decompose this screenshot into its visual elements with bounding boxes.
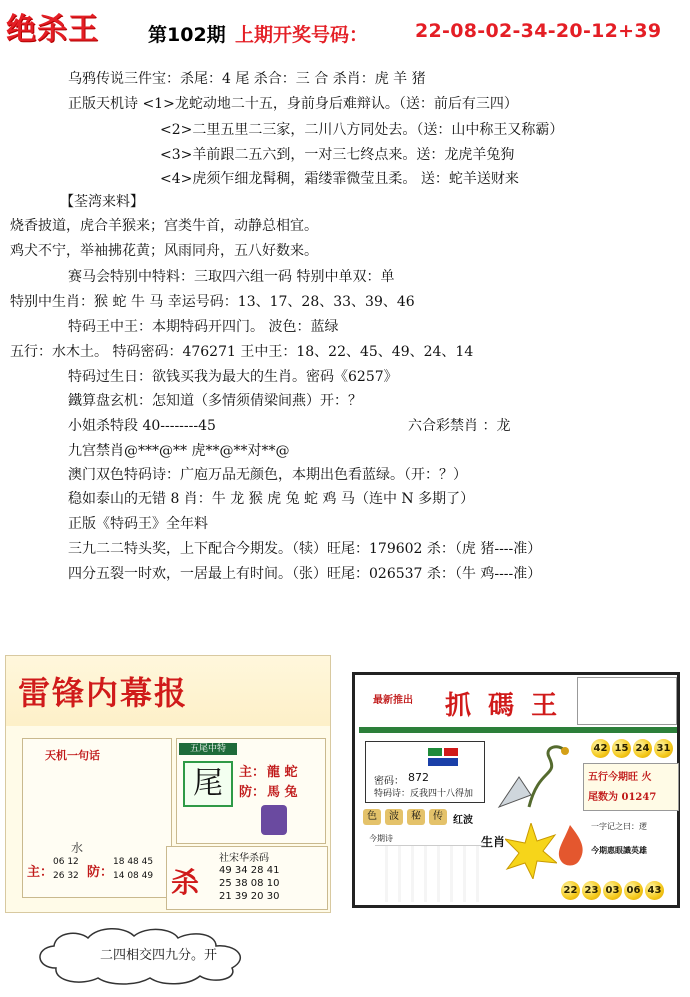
fang-label: 防： (239, 785, 266, 800)
tianji-heading: 天机一句话 (45, 749, 100, 762)
text-line-1: 乌鸦传说三件宝：杀尾：4 尾 杀合：三 合 杀肖：虎 羊 猪 (68, 71, 426, 87)
text-line-20: 正版《特码王》全年料 (68, 516, 208, 532)
issue-number: 第102期 (148, 24, 226, 46)
last-draw-numbers: 22-08-02-34-20-12+39 (415, 20, 662, 42)
text-line-16: 六合彩禁肖 ：龙 (408, 418, 511, 434)
mima-value: 872 (408, 771, 429, 784)
ball-bottom-4: 06 (624, 881, 643, 900)
text-line-14: 鐵算盘玄机：怎知道（多情须倩梁间燕）开：？ (68, 393, 362, 409)
yizi-label: 一字记之曰：逻 (591, 822, 647, 831)
last-draw-label: 上期开奖号码： (235, 24, 369, 46)
poem-columns (375, 845, 485, 902)
text-line-13: 特码过生日：欲钱买我为最大的生肖。密码《6257》 (68, 369, 398, 385)
text-line-3: <2>二里五里二三家，二川八方同处去。（送：山中称王又称霸） (160, 122, 564, 138)
dragon-illustration (489, 737, 577, 817)
ball-bottom-1: 22 (561, 881, 580, 900)
flame-icon (553, 825, 587, 867)
color-tag-2: 波 (385, 809, 403, 825)
ball-bottom-5: 43 (645, 881, 664, 900)
ball-top-1: 42 (591, 739, 610, 758)
stamp-icon (261, 805, 287, 835)
logo-block-green (428, 748, 442, 756)
ball-top-3: 24 (633, 739, 652, 758)
big-wei-char: 尾 (183, 761, 233, 807)
text-line-18: 澳门双色特码诗：广庖万品无颜色，本期出色看蓝绿。（开：？） (68, 467, 467, 483)
num-row-4: 14 08 49 (113, 871, 154, 881)
cloud-text: 二四相交四九分。开 (100, 948, 218, 963)
zhu-label-2: 主： (27, 865, 54, 880)
text-line-10: 特别中生肖：猴 蛇 牛 马 幸运号码：13、17、28、33、39、46 (10, 294, 415, 310)
blank-box (577, 677, 677, 725)
sha-row-2: 25 38 08 10 (219, 878, 280, 889)
fang-label-2: 防： (87, 865, 114, 880)
text-line-6: 【荃湾来料】 (60, 194, 144, 210)
sha-row-3: 21 39 20 30 (219, 891, 280, 902)
text-line-19: 稳如泰山的无错 8 肖：牛 龙 猴 虎 兔 蛇 鸡 马（连中 N 多期了） (68, 491, 475, 507)
ball-bottom-3: 03 (603, 881, 622, 900)
num-row-3: 18 48 45 (113, 857, 154, 867)
newspaper-title: 雷锋内幕报 (18, 674, 189, 712)
color-tag-1: 色 (363, 809, 381, 825)
ball-bottom-2: 23 (582, 881, 601, 900)
sha-char: 杀 (171, 866, 200, 899)
text-line-4: <3>羊前跟二五六到，一对三七终点来。送：龙虎羊兔狗 (160, 147, 515, 163)
color-tag-4: 传 (429, 809, 447, 825)
text-line-8: 鸡犬不宁，举袖拂花黄；风雨同舟，五八好数来。 (10, 243, 318, 259)
text-line-21: 三九二二特头奖，上下配合今期发。（犊）旺尾：179602 杀：（虎 猪----准） (68, 541, 542, 557)
fang-value: 馬 兔 (267, 785, 298, 800)
special-poem: 特码诗：反我四十八得加 (374, 789, 474, 799)
ball-top-2: 15 (612, 739, 631, 758)
zhu-label: 主： (239, 765, 266, 780)
text-line-7: 烧香披道，虎合羊猴来；宫类牛首，动静总相宜。 (10, 218, 318, 234)
sha-card (166, 846, 328, 910)
text-line-15: 小姐杀特段 40--------45 (68, 418, 216, 434)
logo-block-blue (428, 758, 458, 766)
text-line-9: 赛马会特别中特料：三取四六组一码 特别中单双：单 (68, 269, 395, 285)
poem-label: 今期诗 (369, 834, 393, 843)
starburst-icon (505, 823, 557, 879)
shengxiao-label: 生肖 (481, 835, 506, 849)
num-row-2: 26 32 (53, 871, 79, 881)
text-line-5: <4>虎须乍细龙髯稠，霜缕霏微莹且柔。 送：蛇羊送财来 (160, 171, 519, 187)
tianji-paper (22, 738, 172, 898)
mima-label: 密码： (374, 776, 404, 787)
wuxing-box (583, 763, 679, 811)
weishu-text: 尾数为 01247 (588, 792, 657, 803)
zhuama-title: 抓 碼 王 (445, 691, 562, 721)
text-line-11: 特码王中王：本期特码开四门。 波色：蓝绿 (68, 319, 339, 335)
zhuamawang-image (352, 672, 680, 908)
sha-card-title: 社宋华杀码 (219, 853, 269, 864)
new-label: 最新推出 (373, 695, 413, 706)
color-tag-3: 秘 (407, 809, 425, 825)
jingnang-text: 今期惠眼識英雄 (591, 845, 647, 855)
mima-box (365, 741, 485, 803)
text-line-2: 正版天机诗 <1>龙蛇动地二十五，身前身后难辩认。（送：前后有三四） (68, 96, 518, 112)
wuxing-text: 五行今期旺 火 (588, 772, 652, 783)
text-line-12: 五行：水木土。 特码密码：476271 王中王：18、22、45、49、24、14 (10, 344, 474, 360)
box-label: 五尾中特 (179, 743, 237, 755)
logo-title: 绝杀王 (6, 12, 99, 47)
logo-block-red (444, 748, 458, 756)
hong-lv: 红波 (453, 815, 473, 826)
sha-row-1: 49 34 28 41 (219, 865, 280, 876)
num-row-1: 06 12 (53, 857, 79, 867)
wuwei-paper (176, 738, 326, 844)
text-line-22: 四分五裂一时欢，一居最上有时间。（张）旺尾：026537 杀：（牛 鸡----准） (68, 566, 542, 582)
shui-label: 水 (71, 841, 84, 855)
leifeng-newspaper-image (5, 655, 331, 913)
green-divider (359, 727, 677, 733)
text-line-17: 九宫禁肖@***@** 虎**@**对**@ (68, 443, 290, 459)
ball-top-4: 31 (654, 739, 673, 758)
zhu-value: 龍 蛇 (267, 765, 298, 780)
